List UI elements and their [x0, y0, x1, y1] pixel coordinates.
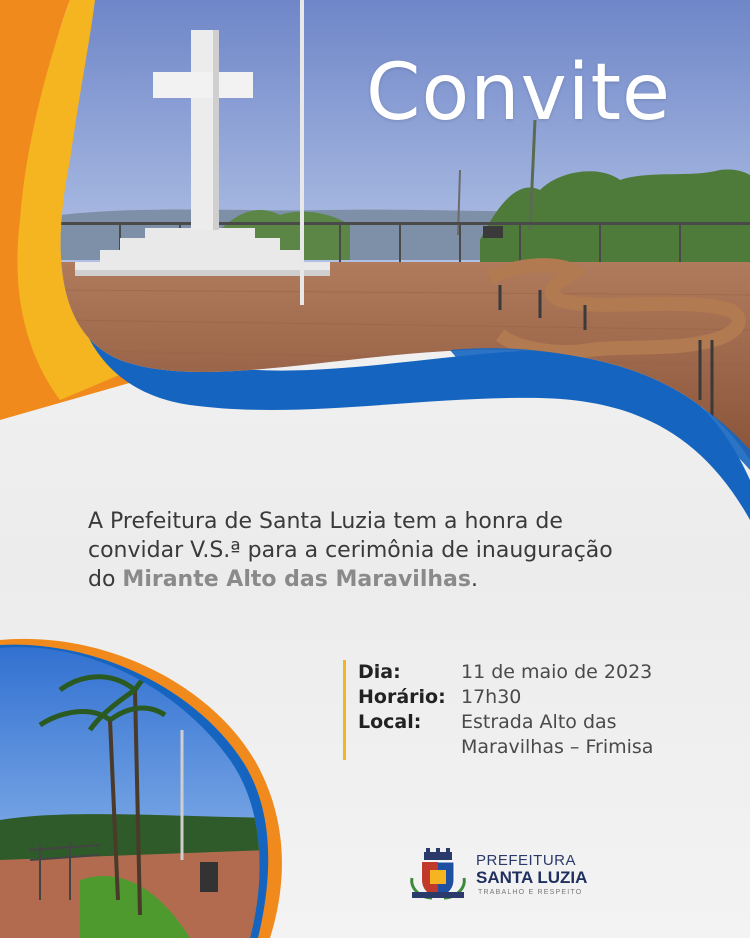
invitation-line-3-suffix: .: [470, 567, 478, 592]
detail-row-time: [358, 685, 738, 710]
detail-row-day: [358, 660, 738, 685]
event-details: [343, 660, 738, 760]
venue-name: Mirante Alto das Maravilhas: [122, 567, 471, 592]
invitation-line-3-prefix: do: [88, 567, 123, 592]
place-value: Estrada Alto das Maravilhas – Frimisa: [461, 711, 654, 758]
day-value: 11 de maio de 2023: [461, 661, 653, 683]
invitation-line-2: convidar V.S.ª para a cerimônia de inauguração: [88, 538, 613, 563]
logo-slogan: TRABALHO E RESPEITO: [478, 889, 583, 896]
time-label: Horário:: [358, 686, 446, 708]
logo-line-1: PREFEITURA: [476, 852, 577, 869]
coat-of-arms-icon: [406, 848, 470, 902]
prefeitura-logo: [406, 848, 606, 902]
day-label: Dia:: [358, 661, 401, 683]
invitation-text: [88, 507, 688, 594]
bottom-photo: [0, 640, 270, 938]
logo-line-2: SANTA LUZIA: [476, 868, 588, 887]
page-title: Convite: [366, 48, 672, 138]
invitation-line-3: [88, 565, 688, 594]
place-label: Local:: [358, 711, 422, 733]
detail-row-place: [358, 710, 738, 760]
time-value: 17h30: [461, 686, 522, 708]
invitation-line-1: A Prefeitura de Santa Luzia tem a honra de: [88, 509, 563, 534]
